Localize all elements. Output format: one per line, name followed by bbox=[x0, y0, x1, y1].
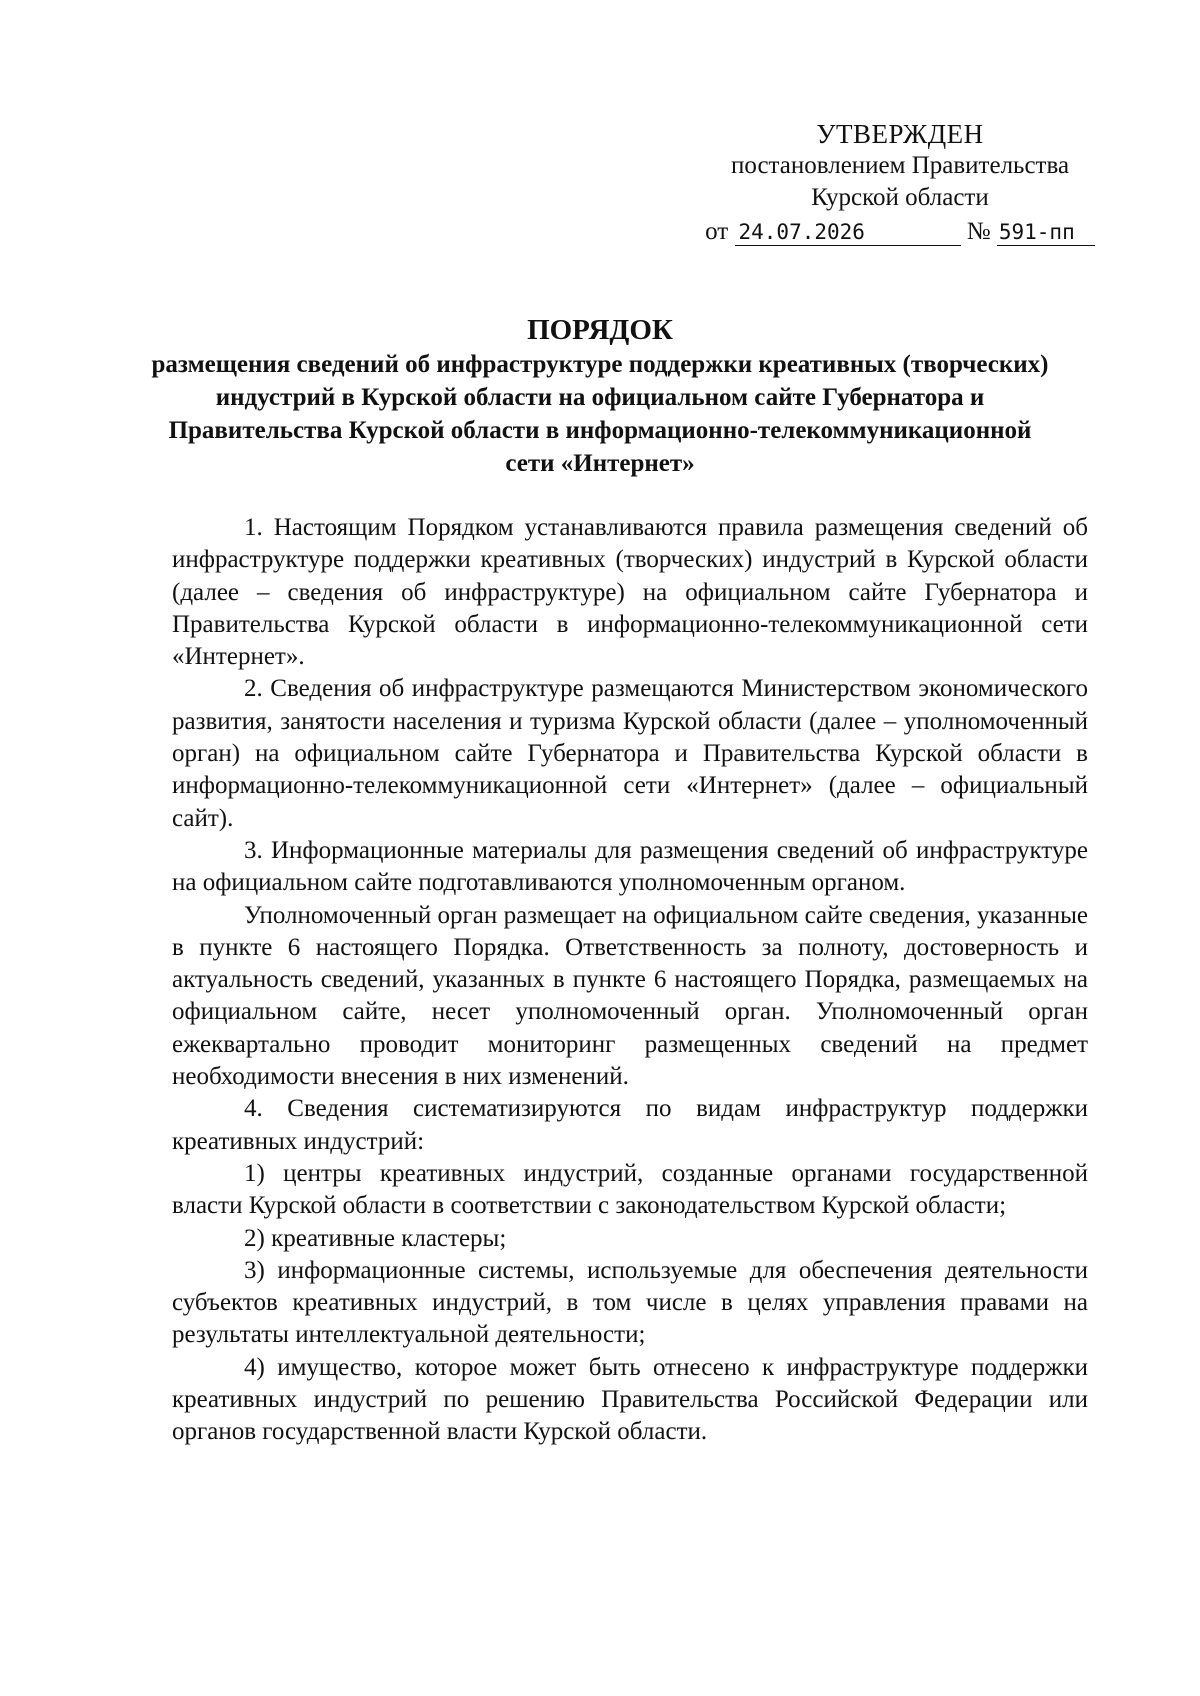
approval-number: 591-пп bbox=[997, 219, 1095, 246]
document-title bbox=[150, 312, 1050, 480]
paragraph-3-continued: Уполномоченный орган размещает на официальном сайте сведения, указанные в пункте 6 настоящего Порядка. Ответственность за полноту, достоверность и актуальность сведений, указанных в пункте 6 настоящего Порядка, размещаемых на официальном сайте, несет уполномоченный орган. Уполномоченный орган ежеквартально проводит мониторинг размещенных сведений на предмет необходимости внесения в них изменений. bbox=[172, 901, 1088, 1091]
from-label: от bbox=[705, 218, 729, 245]
paragraph-3: 3. Информационные материалы для размещения сведений об инфраструктуре на официальном сайте подготавливаются уполномоченным органом. bbox=[172, 836, 1088, 897]
approval-line-2: Курской области bbox=[811, 184, 989, 211]
number-label: № bbox=[966, 218, 991, 245]
approval-stamp: УТВЕРЖДЕН bbox=[816, 119, 984, 149]
approval-date: 24.07.2026 bbox=[735, 219, 961, 246]
list-item-4: 4) имущество, которое может быть отнесено к инфраструктуре поддержки креативных индустрий по решению Правительства Российской Федерации или органов государственной власти Курской области. bbox=[172, 1353, 1088, 1446]
list-item-3: 3) информационные системы, используемые для обеспечения деятельности субъектов креативных индустрий, в том числе в целях управления правами на результаты интеллектуальной деятельности; bbox=[172, 1256, 1088, 1349]
approval-line-1: постановлением Правительства bbox=[730, 152, 1070, 179]
document-body bbox=[172, 512, 1088, 1449]
approval-date-line bbox=[690, 216, 1110, 248]
paragraph-2: 2. Сведения об инфраструктуре размещаются Министерством экономического развития, занятости населения и туризма Курской области (далее – уполномоченный орган) на официальном сайте Губернатора и Правительства Курской области в информационно-телекоммуникационной сети «Интернет» (далее – официальный сайт). bbox=[172, 675, 1088, 832]
approval-block bbox=[690, 118, 1110, 248]
title-subtitle: размещения сведений об инфраструктуре поддержки креативных (творческих) индустрий в Курской области на официальном сайте Губернатора и Правительства Курской области в информационно-телекоммуникационной сети «Интернет» bbox=[151, 351, 1049, 477]
list-item-2: 2) креативные кластеры; bbox=[244, 1224, 507, 1252]
paragraph-1: 1. Настоящим Порядком устанавливаются правила размещения сведений об инфраструктуре поддержки креативных (творческих) индустрий в Курской области (далее – сведения об инфраструктуре) на официальном сайте Губернатора и Правительства Курской области в информационно-телекоммуникационной сети «Интернет». bbox=[172, 514, 1088, 671]
list-item-1: 1) центры креативных индустрий, созданные органами государственной власти Курской области в соответствии с законодательством Курской области; bbox=[172, 1159, 1088, 1220]
title-main: ПОРЯДОК bbox=[527, 314, 673, 346]
paragraph-4: 4. Сведения систематизируются по видам инфраструктур поддержки креативных индустрий: bbox=[172, 1095, 1088, 1155]
